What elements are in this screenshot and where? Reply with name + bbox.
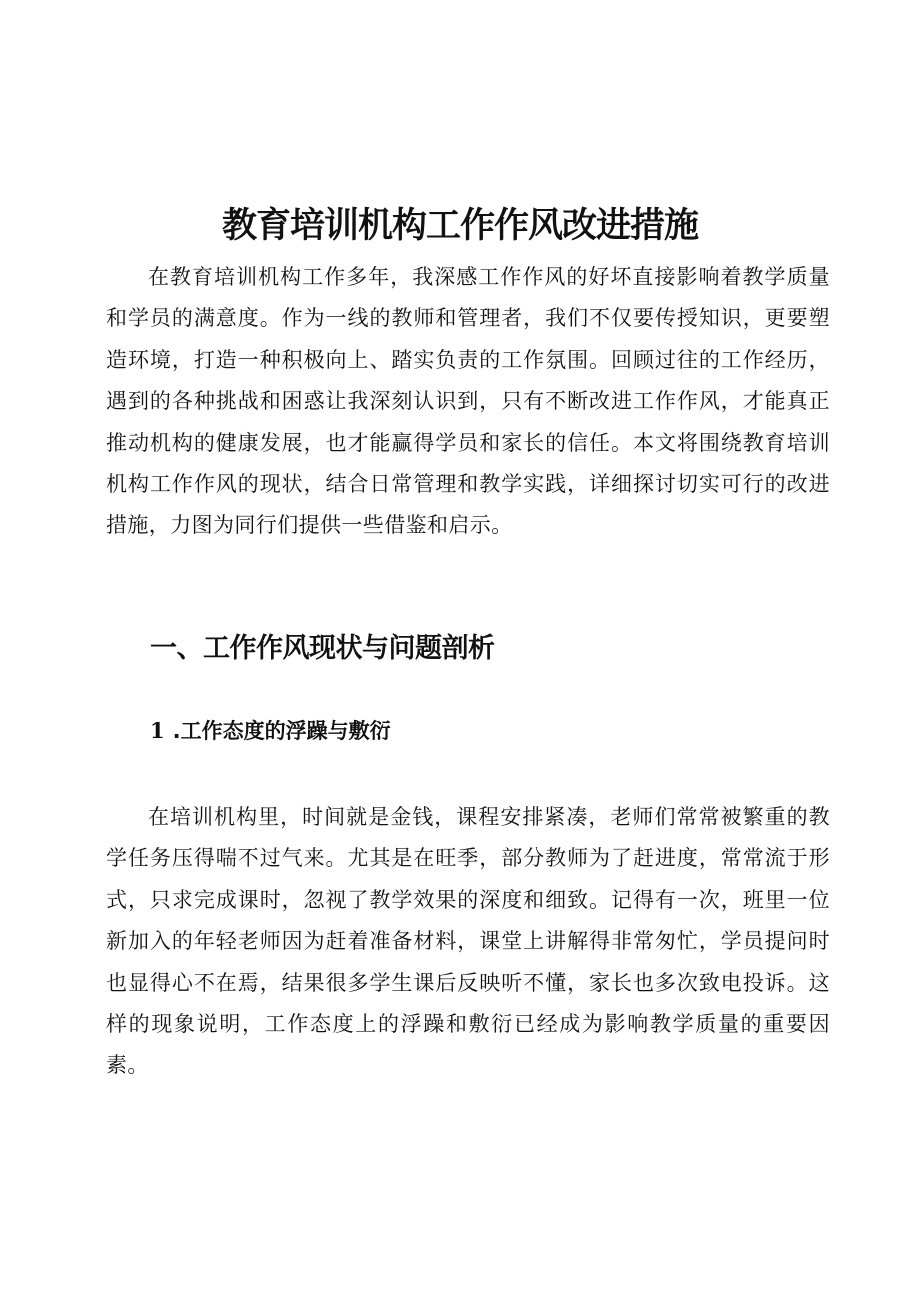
subsection-title: .工作态度的浮躁与敷衍	[172, 719, 391, 743]
document-title: 教育培训机构工作作风改进措施	[221, 206, 698, 247]
subsection-heading	[150, 713, 391, 749]
intro-paragraph: 在教育培训机构工作多年，我深感工作作风的好坏直接影响着教学质量和学员的满意度。作为一线的教师和管理者，我们不仅要传授知识，更要塑造环境，打造一种积极向上、踏实负责的工作氛围。回顾过往的工作经历，遇到的各种挑战和困惑让我深刻认识到，只有不断改进工作作风，才能真正推动机构的健康发展，也才能赢得学员和家长的信任。本文将围绕教育培训机构工作作风的现状，结合日常管理和教学实践，详细探讨切实可行的改进措施，力图为同行们提供一些借鉴和启示。	[106, 265, 830, 538]
subsection-number: 1	[150, 718, 165, 743]
body-paragraph: 在培训机构里，时间就是金钱，课程安排紧凑，老师们常常被繁重的教学任务压得喘不过气来。尤其是在旺季，部分教师为了赶进度，常常流于形式，只求完成课时，忽视了教学效果的深度和细致。记得有一次，班里一位新加入的年轻老师因为赶着准备材料，课堂上讲解得非常匆忙，学员提问时也显得心不在焉，结果很多学生课后反映听不懂，家长也多次致电投诉。这样的现象说明，工作态度上的浮躁和敷衍已经成为影响教学质量的重要因素。	[106, 805, 830, 1078]
section-heading: 一、工作作风现状与问题剖析	[150, 633, 495, 664]
